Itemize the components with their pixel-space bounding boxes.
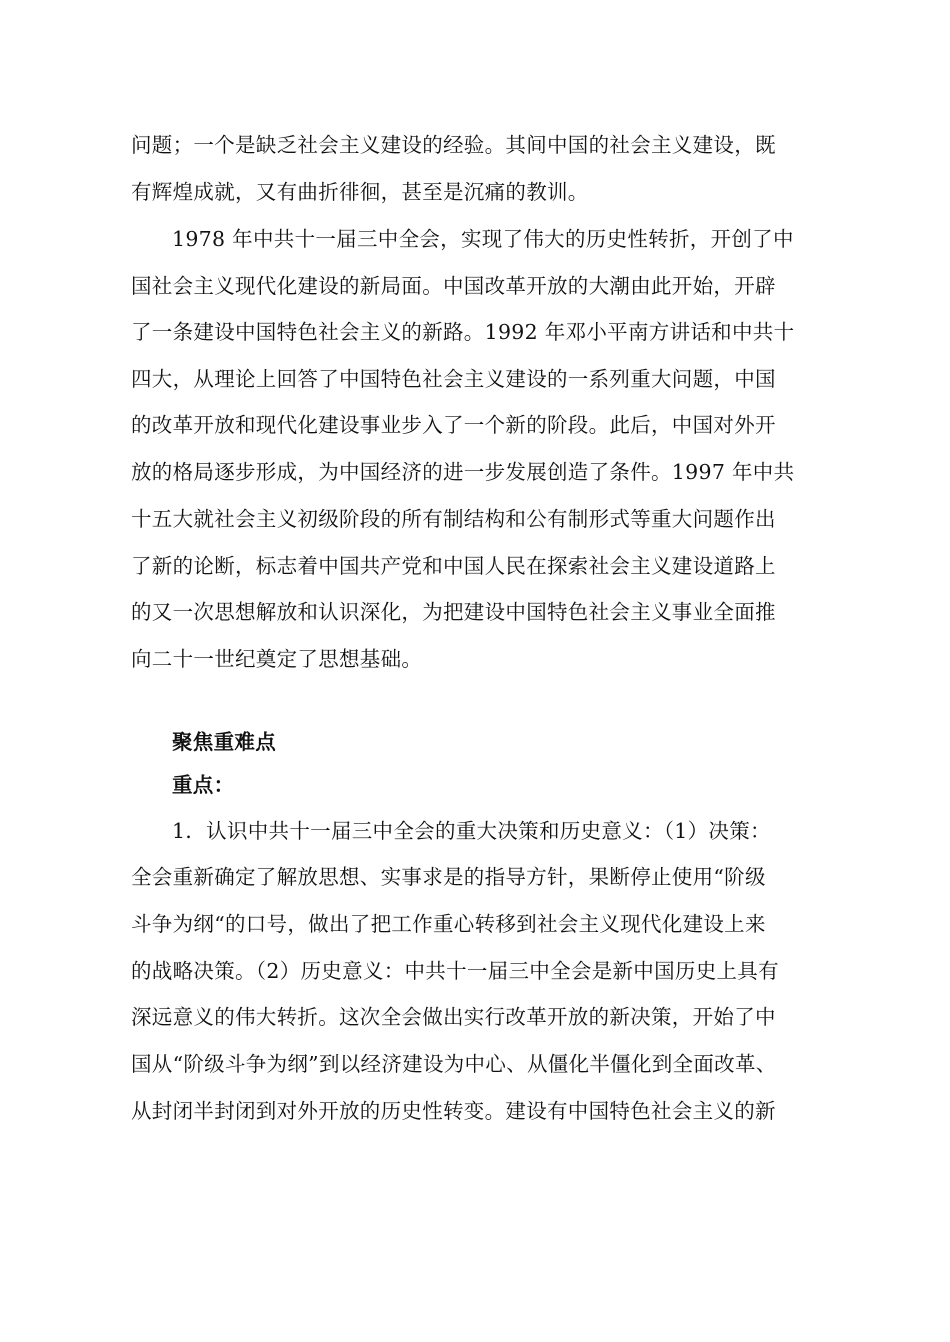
paragraph-line: 了新的论断，标志着中国共产党和中国人民在探索社会主义建设道路上: [131, 554, 776, 578]
paragraph-line: 的又一次思想解放和认识深化，为把建设中国特色社会主义事业全面推: [131, 600, 776, 624]
paragraph-line: 问题；一个是缺乏社会主义建设的经验。其间中国的社会主义建设，既: [131, 133, 776, 157]
paragraph-line: 的改革开放和现代化建设事业步入了一个新的阶段。此后，中国对外开: [131, 413, 776, 437]
paragraph-line: 向二十一世纪奠定了思想基础。: [131, 647, 423, 671]
paragraph-line: 从封闭半封闭到对外开放的历史性转变。建设有中国特色社会主义的新: [131, 1099, 776, 1123]
paragraph-line: 放的格局逐步形成，为中国经济的进一步发展创造了条件。1997 年中共: [131, 460, 795, 484]
paragraph-line: 了一条建设中国特色社会主义的新路。1992 年邓小平南方讲话和中共十: [131, 320, 795, 344]
paragraph-line: 的战略决策。（2）历史意义：中共十一届三中全会是新中国历史上具有: [131, 959, 779, 983]
paragraph-line: 1．认识中共十一届三中全会的重大决策和历史意义：（1）决策：: [172, 819, 771, 843]
subsection-heading: 重点：: [172, 773, 235, 797]
paragraph-line: 深远意义的伟大转折。这次全会做出实行改革开放的新决策，开始了中: [131, 1005, 776, 1029]
paragraph-line: 国从“阶级斗争为纲”到以经济建设为中心、从僵化半僵化到全面改革、: [131, 1052, 777, 1076]
section-heading: 聚焦重难点: [172, 730, 276, 754]
paragraph-line: 斗争为纲“的口号，做出了把工作重心转移到社会主义现代化建设上来: [131, 912, 766, 936]
paragraph-line: 全会重新确定了解放思想、实事求是的指导方针，果断停止使用“阶级: [131, 865, 766, 889]
paragraph-line: 十五大就社会主义初级阶段的所有制结构和公有制形式等重大问题作出: [131, 507, 776, 531]
paragraph-line: 国社会主义现代化建设的新局面。中国改革开放的大潮由此开始，开辟: [131, 274, 776, 298]
paragraph-line: 1978 年中共十一届三中全会，实现了伟大的历史性转折，开创了中: [172, 227, 794, 251]
paragraph-line: 有辉煌成就，又有曲折徘徊，甚至是沉痛的教训。: [131, 180, 589, 204]
paragraph-line: 四大，从理论上回答了中国特色社会主义建设的一系列重大问题，中国: [131, 367, 776, 391]
